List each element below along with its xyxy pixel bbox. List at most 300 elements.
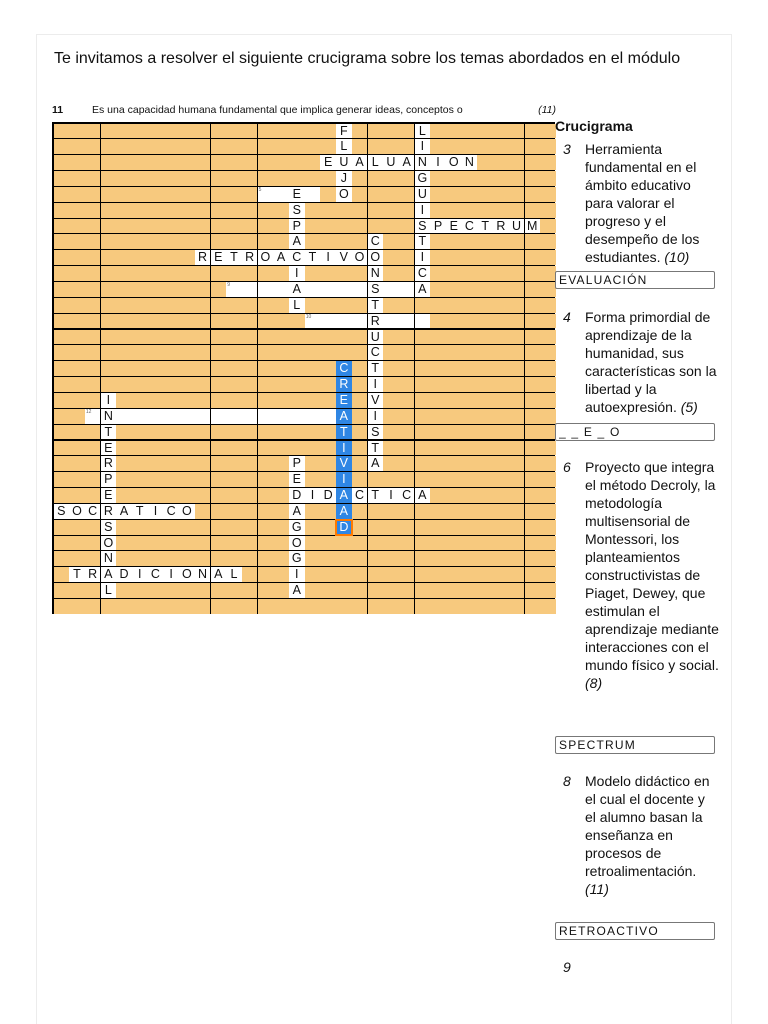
grid-cell[interactable] <box>258 583 274 598</box>
grid-cell[interactable] <box>430 219 446 234</box>
grid-cell[interactable] <box>289 171 305 186</box>
grid-cell[interactable] <box>462 155 478 170</box>
grid-cell[interactable] <box>85 266 101 281</box>
grid-cell[interactable] <box>368 409 384 424</box>
grid-cell[interactable] <box>69 155 85 170</box>
grid-cell[interactable] <box>211 203 227 218</box>
grid-cell[interactable] <box>195 345 211 360</box>
grid-cell[interactable] <box>336 124 352 139</box>
grid-cell[interactable] <box>116 520 132 535</box>
grid-cell[interactable] <box>148 139 164 154</box>
grid-cell[interactable] <box>525 377 541 392</box>
grid-cell[interactable] <box>54 441 70 456</box>
grid-cell[interactable] <box>101 314 117 329</box>
grid-cell[interactable] <box>336 345 352 360</box>
grid-cell[interactable] <box>163 155 179 170</box>
grid-cell[interactable] <box>242 345 258 360</box>
grid-cell[interactable] <box>69 139 85 154</box>
grid-cell[interactable] <box>258 298 274 313</box>
grid-cell[interactable] <box>540 504 556 519</box>
grid-cell[interactable] <box>273 599 289 614</box>
grid-cell[interactable] <box>179 599 195 614</box>
grid-cell[interactable] <box>163 472 179 487</box>
grid-cell[interactable] <box>211 456 227 471</box>
grid-cell[interactable] <box>101 441 117 456</box>
grid-cell[interactable] <box>415 266 431 281</box>
grid-cell[interactable] <box>352 472 368 487</box>
grid-cell[interactable] <box>132 377 148 392</box>
grid-cell[interactable] <box>54 504 70 519</box>
grid-cell[interactable] <box>336 520 352 535</box>
grid-cell[interactable] <box>273 472 289 487</box>
grid-cell[interactable] <box>525 171 541 186</box>
grid-cell[interactable] <box>540 171 556 186</box>
grid-cell[interactable] <box>69 456 85 471</box>
grid-cell[interactable] <box>368 425 384 440</box>
grid-cell[interactable] <box>101 171 117 186</box>
grid-cell[interactable] <box>116 377 132 392</box>
grid-cell[interactable] <box>430 171 446 186</box>
grid-cell[interactable] <box>399 124 415 139</box>
grid-cell[interactable] <box>305 330 321 345</box>
grid-cell[interactable] <box>179 551 195 566</box>
grid-cell[interactable] <box>289 441 305 456</box>
grid-cell[interactable] <box>226 599 242 614</box>
grid-cell[interactable] <box>195 504 211 519</box>
grid-cell[interactable] <box>383 520 399 535</box>
grid-cell[interactable] <box>446 266 462 281</box>
grid-cell[interactable] <box>305 393 321 408</box>
grid-cell[interactable] <box>242 282 258 297</box>
grid-cell[interactable] <box>446 203 462 218</box>
grid-cell[interactable] <box>462 441 478 456</box>
grid-cell[interactable] <box>399 234 415 249</box>
grid-cell[interactable] <box>446 520 462 535</box>
grid-cell[interactable] <box>242 187 258 202</box>
grid-cell[interactable] <box>430 441 446 456</box>
grid-cell[interactable] <box>226 171 242 186</box>
grid-cell[interactable] <box>509 330 525 345</box>
grid-cell[interactable] <box>462 203 478 218</box>
grid-cell[interactable] <box>273 583 289 598</box>
grid-cell[interactable] <box>54 330 70 345</box>
grid-cell[interactable] <box>179 488 195 503</box>
grid-cell[interactable] <box>116 599 132 614</box>
grid-cell[interactable] <box>336 472 352 487</box>
grid-cell[interactable] <box>383 219 399 234</box>
grid-cell[interactable] <box>430 583 446 598</box>
grid-cell[interactable] <box>116 504 132 519</box>
grid-cell[interactable] <box>101 393 117 408</box>
grid-cell[interactable] <box>430 456 446 471</box>
grid-cell[interactable] <box>368 488 384 503</box>
grid-cell[interactable] <box>85 377 101 392</box>
grid-cell[interactable] <box>116 536 132 551</box>
grid-cell[interactable] <box>383 599 399 614</box>
grid-cell[interactable] <box>305 266 321 281</box>
grid-cell[interactable] <box>85 536 101 551</box>
grid-cell[interactable] <box>226 282 242 297</box>
grid-cell[interactable] <box>69 345 85 360</box>
grid-cell[interactable] <box>211 583 227 598</box>
grid-cell[interactable] <box>54 520 70 535</box>
grid-cell[interactable] <box>116 124 132 139</box>
grid-cell[interactable] <box>54 425 70 440</box>
grid-cell[interactable] <box>195 488 211 503</box>
grid-cell[interactable] <box>462 171 478 186</box>
grid-cell[interactable] <box>211 282 227 297</box>
grid-cell[interactable] <box>69 187 85 202</box>
grid-cell[interactable] <box>320 504 336 519</box>
grid-cell[interactable] <box>273 504 289 519</box>
grid-cell[interactable] <box>258 361 274 376</box>
grid-cell[interactable] <box>179 266 195 281</box>
grid-cell[interactable] <box>305 441 321 456</box>
grid-cell[interactable] <box>509 234 525 249</box>
grid-cell[interactable] <box>493 536 509 551</box>
grid-cell[interactable] <box>352 488 368 503</box>
grid-cell[interactable] <box>415 314 431 329</box>
grid-cell[interactable] <box>430 266 446 281</box>
grid-cell[interactable] <box>289 583 305 598</box>
grid-cell[interactable] <box>525 139 541 154</box>
grid-cell[interactable] <box>116 139 132 154</box>
grid-cell[interactable] <box>211 266 227 281</box>
grid-cell[interactable] <box>101 187 117 202</box>
grid-cell[interactable] <box>462 567 478 582</box>
grid-cell[interactable] <box>69 250 85 265</box>
grid-cell[interactable] <box>352 361 368 376</box>
grid-cell[interactable] <box>446 472 462 487</box>
grid-cell[interactable] <box>352 330 368 345</box>
grid-cell[interactable] <box>54 203 70 218</box>
grid-cell[interactable] <box>69 409 85 424</box>
grid-cell[interactable] <box>258 599 274 614</box>
grid-cell[interactable] <box>195 583 211 598</box>
answer-input-8[interactable] <box>555 922 715 940</box>
grid-cell[interactable] <box>289 298 305 313</box>
grid-cell[interactable] <box>289 599 305 614</box>
grid-cell[interactable] <box>415 409 431 424</box>
grid-cell[interactable] <box>132 551 148 566</box>
grid-cell[interactable] <box>101 124 117 139</box>
grid-cell[interactable] <box>525 219 541 234</box>
grid-cell[interactable] <box>179 393 195 408</box>
grid-cell[interactable] <box>399 599 415 614</box>
grid-cell[interactable] <box>69 234 85 249</box>
grid-cell[interactable] <box>352 377 368 392</box>
grid-cell[interactable] <box>336 551 352 566</box>
grid-cell[interactable] <box>273 409 289 424</box>
grid-cell[interactable] <box>54 409 70 424</box>
grid-cell[interactable] <box>446 171 462 186</box>
grid-cell[interactable] <box>54 472 70 487</box>
grid-cell[interactable] <box>116 282 132 297</box>
grid-cell[interactable] <box>101 488 117 503</box>
grid-cell[interactable] <box>368 345 384 360</box>
grid-cell[interactable] <box>148 314 164 329</box>
grid-cell[interactable] <box>195 567 211 582</box>
grid-cell[interactable] <box>399 250 415 265</box>
grid-cell[interactable] <box>305 425 321 440</box>
grid-cell[interactable] <box>101 377 117 392</box>
grid-cell[interactable] <box>446 282 462 297</box>
grid-cell[interactable] <box>336 298 352 313</box>
grid-cell[interactable] <box>525 345 541 360</box>
grid-cell[interactable] <box>258 520 274 535</box>
grid-cell[interactable] <box>258 330 274 345</box>
grid-cell[interactable] <box>525 599 541 614</box>
grid-cell[interactable] <box>430 282 446 297</box>
grid-cell[interactable] <box>273 155 289 170</box>
grid-cell[interactable] <box>399 536 415 551</box>
grid-cell[interactable] <box>446 219 462 234</box>
grid-cell[interactable] <box>430 155 446 170</box>
grid-cell[interactable] <box>85 567 101 582</box>
grid-cell[interactable] <box>54 567 70 582</box>
grid-cell[interactable] <box>54 361 70 376</box>
grid-cell[interactable] <box>195 124 211 139</box>
grid-cell[interactable] <box>179 456 195 471</box>
grid-cell[interactable] <box>509 124 525 139</box>
grid-cell[interactable] <box>54 250 70 265</box>
grid-cell[interactable] <box>69 425 85 440</box>
grid-cell[interactable] <box>101 250 117 265</box>
grid-cell[interactable] <box>163 282 179 297</box>
grid-cell[interactable] <box>85 298 101 313</box>
grid-cell[interactable] <box>258 203 274 218</box>
grid-cell[interactable] <box>493 551 509 566</box>
grid-cell[interactable] <box>383 425 399 440</box>
grid-cell[interactable] <box>116 203 132 218</box>
grid-cell[interactable] <box>320 472 336 487</box>
grid-cell[interactable] <box>289 551 305 566</box>
grid-cell[interactable] <box>116 425 132 440</box>
grid-cell[interactable] <box>85 425 101 440</box>
grid-cell[interactable] <box>258 219 274 234</box>
grid-cell[interactable] <box>163 425 179 440</box>
grid-cell[interactable] <box>289 456 305 471</box>
grid-cell[interactable] <box>383 488 399 503</box>
grid-cell[interactable] <box>383 567 399 582</box>
grid-cell[interactable] <box>540 282 556 297</box>
grid-cell[interactable] <box>446 298 462 313</box>
grid-cell[interactable] <box>525 551 541 566</box>
grid-cell[interactable] <box>477 345 493 360</box>
grid-cell[interactable] <box>258 551 274 566</box>
grid-cell[interactable] <box>179 250 195 265</box>
grid-cell[interactable] <box>415 250 431 265</box>
grid-cell[interactable] <box>69 266 85 281</box>
grid-cell[interactable] <box>132 171 148 186</box>
grid-cell[interactable] <box>415 219 431 234</box>
grid-cell[interactable] <box>540 488 556 503</box>
grid-cell[interactable] <box>69 472 85 487</box>
grid-cell[interactable] <box>336 536 352 551</box>
grid-cell[interactable] <box>54 298 70 313</box>
grid-cell[interactable] <box>305 234 321 249</box>
grid-cell[interactable] <box>69 551 85 566</box>
grid-cell[interactable] <box>320 488 336 503</box>
grid-cell[interactable] <box>242 504 258 519</box>
grid-cell[interactable] <box>242 171 258 186</box>
grid-cell[interactable] <box>493 298 509 313</box>
grid-cell[interactable] <box>415 393 431 408</box>
grid-cell[interactable] <box>305 219 321 234</box>
grid-cell[interactable] <box>305 583 321 598</box>
grid-cell[interactable] <box>415 488 431 503</box>
grid-cell[interactable] <box>116 551 132 566</box>
grid-cell[interactable] <box>289 393 305 408</box>
grid-cell[interactable] <box>320 282 336 297</box>
grid-cell[interactable] <box>273 234 289 249</box>
grid-cell[interactable] <box>273 441 289 456</box>
grid-cell[interactable] <box>85 504 101 519</box>
grid-cell[interactable] <box>493 250 509 265</box>
grid-cell[interactable] <box>477 155 493 170</box>
grid-cell[interactable] <box>352 504 368 519</box>
grid-cell[interactable] <box>226 393 242 408</box>
grid-cell[interactable] <box>399 456 415 471</box>
grid-cell[interactable] <box>148 504 164 519</box>
grid-cell[interactable] <box>540 330 556 345</box>
grid-cell[interactable] <box>462 361 478 376</box>
grid-cell[interactable] <box>85 361 101 376</box>
grid-cell[interactable] <box>85 551 101 566</box>
grid-cell[interactable] <box>509 282 525 297</box>
grid-cell[interactable] <box>54 377 70 392</box>
grid-cell[interactable] <box>368 583 384 598</box>
grid-cell[interactable] <box>132 314 148 329</box>
grid-cell[interactable] <box>509 361 525 376</box>
grid-cell[interactable] <box>148 520 164 535</box>
grid-cell[interactable] <box>477 298 493 313</box>
grid-cell[interactable] <box>85 393 101 408</box>
grid-cell[interactable] <box>242 330 258 345</box>
grid-cell[interactable] <box>132 298 148 313</box>
grid-cell[interactable] <box>540 441 556 456</box>
grid-cell[interactable] <box>54 314 70 329</box>
grid-cell[interactable] <box>179 330 195 345</box>
grid-cell[interactable] <box>226 409 242 424</box>
grid-cell[interactable] <box>477 330 493 345</box>
grid-cell[interactable] <box>415 456 431 471</box>
grid-cell[interactable] <box>273 361 289 376</box>
grid-cell[interactable] <box>493 314 509 329</box>
grid-cell[interactable] <box>258 409 274 424</box>
grid-cell[interactable] <box>415 551 431 566</box>
grid-cell[interactable] <box>211 536 227 551</box>
grid-cell[interactable] <box>446 551 462 566</box>
grid-cell[interactable] <box>163 520 179 535</box>
grid-cell[interactable] <box>258 536 274 551</box>
grid-cell[interactable] <box>69 203 85 218</box>
grid-cell[interactable] <box>211 425 227 440</box>
grid-cell[interactable] <box>273 250 289 265</box>
grid-cell[interactable] <box>336 282 352 297</box>
grid-cell[interactable] <box>195 298 211 313</box>
grid-cell[interactable] <box>179 298 195 313</box>
grid-cell[interactable] <box>368 456 384 471</box>
grid-cell[interactable] <box>336 139 352 154</box>
grid-cell[interactable] <box>430 536 446 551</box>
grid-cell[interactable] <box>446 504 462 519</box>
grid-cell[interactable] <box>54 234 70 249</box>
grid-cell[interactable] <box>430 187 446 202</box>
grid-cell[interactable] <box>477 282 493 297</box>
grid-cell[interactable] <box>54 124 70 139</box>
grid-cell[interactable] <box>446 377 462 392</box>
grid-cell[interactable] <box>368 298 384 313</box>
grid-cell[interactable] <box>258 393 274 408</box>
grid-cell[interactable] <box>242 536 258 551</box>
grid-cell[interactable] <box>540 472 556 487</box>
grid-cell[interactable] <box>163 139 179 154</box>
grid-cell[interactable] <box>477 551 493 566</box>
grid-cell[interactable] <box>305 171 321 186</box>
grid-cell[interactable] <box>54 488 70 503</box>
grid-cell[interactable] <box>179 504 195 519</box>
grid-cell[interactable] <box>352 520 368 535</box>
grid-cell[interactable] <box>336 203 352 218</box>
grid-cell[interactable] <box>462 536 478 551</box>
grid-cell[interactable] <box>101 361 117 376</box>
grid-cell[interactable] <box>54 171 70 186</box>
grid-cell[interactable] <box>430 250 446 265</box>
grid-cell[interactable] <box>446 393 462 408</box>
grid-cell[interactable] <box>493 599 509 614</box>
grid-cell[interactable] <box>320 409 336 424</box>
grid-cell[interactable] <box>132 139 148 154</box>
grid-cell[interactable] <box>540 456 556 471</box>
grid-cell[interactable] <box>289 520 305 535</box>
grid-cell[interactable] <box>101 155 117 170</box>
grid-cell[interactable] <box>525 282 541 297</box>
grid-cell[interactable] <box>525 187 541 202</box>
grid-cell[interactable] <box>305 551 321 566</box>
grid-cell[interactable] <box>163 361 179 376</box>
grid-cell[interactable] <box>352 203 368 218</box>
grid-cell[interactable] <box>509 441 525 456</box>
grid-cell[interactable] <box>320 393 336 408</box>
grid-cell[interactable] <box>85 520 101 535</box>
grid-cell[interactable] <box>462 266 478 281</box>
grid-cell[interactable] <box>116 567 132 582</box>
grid-cell[interactable] <box>226 425 242 440</box>
grid-cell[interactable] <box>179 441 195 456</box>
grid-cell[interactable] <box>320 441 336 456</box>
grid-cell[interactable] <box>368 472 384 487</box>
grid-cell[interactable] <box>69 393 85 408</box>
grid-cell[interactable] <box>430 345 446 360</box>
grid-cell[interactable] <box>540 314 556 329</box>
grid-cell[interactable] <box>352 456 368 471</box>
grid-cell[interactable] <box>383 187 399 202</box>
grid-cell[interactable] <box>368 155 384 170</box>
grid-cell[interactable] <box>242 456 258 471</box>
grid-cell[interactable] <box>493 155 509 170</box>
grid-cell[interactable] <box>399 298 415 313</box>
grid-cell[interactable] <box>320 425 336 440</box>
grid-cell[interactable] <box>352 583 368 598</box>
grid-cell[interactable] <box>258 155 274 170</box>
grid-cell[interactable] <box>320 250 336 265</box>
grid-cell[interactable] <box>179 520 195 535</box>
grid-cell[interactable] <box>493 567 509 582</box>
grid-cell[interactable] <box>540 234 556 249</box>
grid-cell[interactable] <box>399 139 415 154</box>
grid-cell[interactable] <box>430 298 446 313</box>
